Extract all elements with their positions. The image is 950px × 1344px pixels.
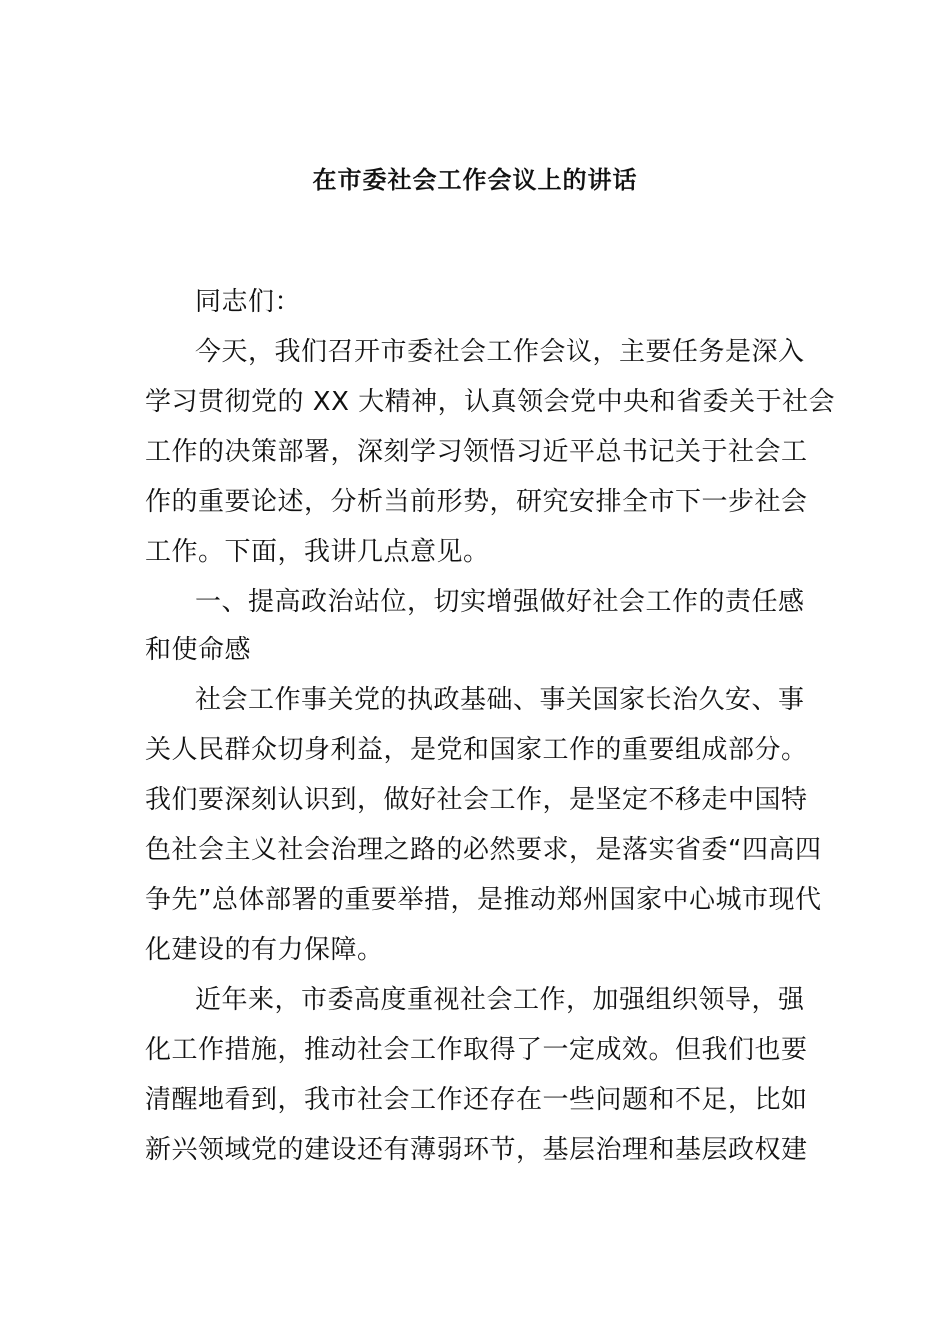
body-line: 近年来，市委高度重视社会工作，加强组织领导，强	[195, 985, 805, 1015]
body-line: 化建设的有力保障。	[145, 935, 384, 965]
body-line: 今天，我们召开市委社会工作会议，主要任务是深入	[195, 337, 805, 367]
section-heading-line: 一、提高政治站位，切实增强做好社会工作的责任感	[195, 587, 805, 617]
salutation: 同志们：	[195, 287, 302, 317]
body-line: 化工作措施，推动社会工作取得了一定成效。但我们也要	[145, 1035, 808, 1065]
body-line: 清醒地看到，我市社会工作还存在一些问题和不足，比如	[145, 1085, 808, 1115]
body-line: 作的重要论述，分析当前形势，研究安排全市下一步社会	[145, 487, 808, 517]
body-line: 争先”总体部署的重要举措，是推动郑州国家中心城市现代	[145, 885, 822, 915]
document-title: 在市委社会工作会议上的讲话	[312, 166, 638, 194]
body-line: 学习贯彻党的 XX 大精神，认真领会党中央和省委关于社会	[145, 387, 836, 417]
body-line: 工作的决策部署，深刻学习领悟习近平总书记关于社会工	[145, 437, 808, 467]
body-line: 我们要深刻认识到，做好社会工作，是坚定不移走中国特	[145, 785, 808, 815]
body-line: 工作。下面，我讲几点意见。	[145, 537, 490, 567]
body-line: 新兴领域党的建设还有薄弱环节，基层治理和基层政权建	[145, 1135, 808, 1165]
body-line: 社会工作事关党的执政基础、事关国家长治久安、事	[195, 685, 805, 715]
section-heading-line: 和使命感	[145, 635, 252, 665]
body-line: 关人民群众切身利益，是党和国家工作的重要组成部分。	[145, 735, 808, 765]
body-line: 色社会主义社会治理之路的必然要求，是落实省委“四高四	[145, 835, 822, 865]
